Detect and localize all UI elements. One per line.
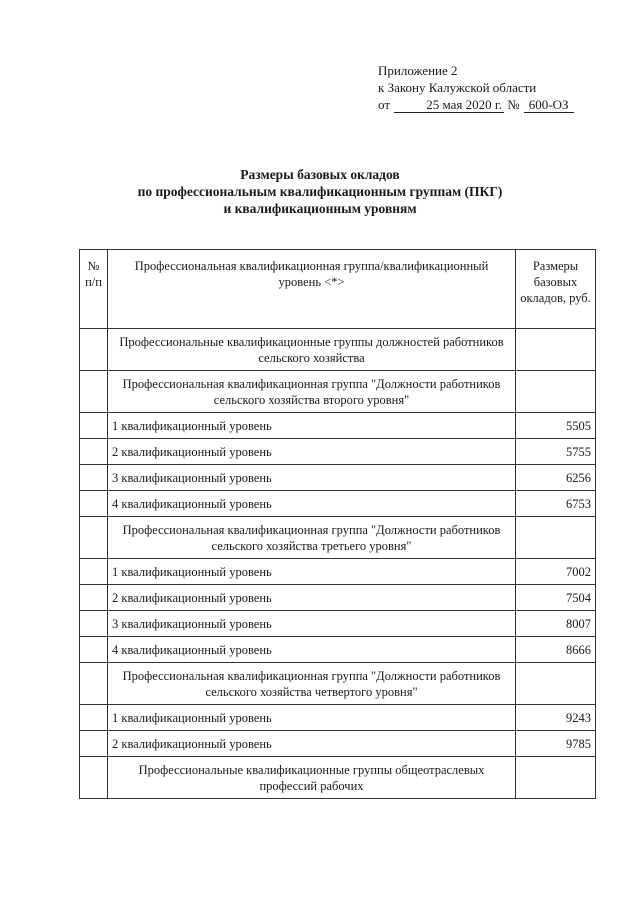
salary-table: [79, 249, 596, 799]
header-salary: Размеры базовых окладов, руб.: [516, 250, 596, 329]
salary-value: 6753: [516, 491, 596, 517]
level-name: 1 квалификационный уровень: [108, 413, 516, 439]
salary-value: 5755: [516, 439, 596, 465]
level-name: 4 квалификационный уровень: [108, 637, 516, 663]
row-number-cell: [80, 491, 108, 517]
table-row-group: [80, 663, 596, 705]
law-date: 25 мая 2020 г.: [394, 98, 504, 113]
level-name: 3 квалификационный уровень: [108, 611, 516, 637]
table-row-level: [80, 491, 596, 517]
table-header-row: [80, 250, 596, 329]
appendix-law: к Закону Калужской области: [378, 80, 537, 95]
table-row-level: [80, 559, 596, 585]
row-number-cell: [80, 705, 108, 731]
from-label: от: [378, 97, 391, 112]
salary-value: [516, 517, 596, 559]
document-title: [0, 166, 640, 217]
title-line-3: и квалификационным уровням: [223, 201, 417, 216]
salary-value: [516, 757, 596, 799]
row-number-cell: [80, 757, 108, 799]
level-name: 2 квалификационный уровень: [108, 585, 516, 611]
group-name: Профессиональная квалификационная группа "Должности работников сельского хозяйства второго уровня": [108, 371, 516, 413]
salary-value: 8666: [516, 637, 596, 663]
row-number-cell: [80, 439, 108, 465]
appendix-block: [378, 62, 574, 113]
table-row-group: [80, 757, 596, 799]
row-number-cell: [80, 465, 108, 491]
salary-value: [516, 329, 596, 371]
row-number-cell: [80, 663, 108, 705]
row-number-cell: [80, 413, 108, 439]
title-line-2: по профессиональным квалификационным группам (ПКГ): [137, 184, 503, 199]
row-number-cell: [80, 517, 108, 559]
level-name: 3 квалификационный уровень: [108, 465, 516, 491]
row-number-cell: [80, 329, 108, 371]
table-row-group: [80, 371, 596, 413]
table-row-level: [80, 611, 596, 637]
table-row-level: [80, 439, 596, 465]
level-name: 2 квалификационный уровень: [108, 439, 516, 465]
salary-value: 6256: [516, 465, 596, 491]
level-name: 1 квалификационный уровень: [108, 705, 516, 731]
level-name: 4 квалификационный уровень: [108, 491, 516, 517]
group-name: Профессиональные квалификационные группы должностей работников сельского хозяйства: [108, 329, 516, 371]
salary-value: 7504: [516, 585, 596, 611]
salary-value: 8007: [516, 611, 596, 637]
table-row-group: [80, 517, 596, 559]
salary-value: 7002: [516, 559, 596, 585]
row-number-cell: [80, 559, 108, 585]
table-row-level: [80, 731, 596, 757]
header-number: № п/п: [80, 250, 108, 329]
appendix-title: Приложение 2: [378, 63, 458, 78]
row-number-cell: [80, 731, 108, 757]
group-name: Профессиональные квалификационные группы общеотраслевых профессий рабочих: [108, 757, 516, 799]
salary-value: 5505: [516, 413, 596, 439]
group-name: Профессиональная квалификационная группа "Должности работников сельского хозяйства третьего уровня": [108, 517, 516, 559]
table-row-group: [80, 329, 596, 371]
table-row-level: [80, 413, 596, 439]
group-name: Профессиональная квалификационная группа "Должности работников сельского хозяйства четвертого уровня": [108, 663, 516, 705]
number-label: №: [507, 97, 520, 112]
level-name: 2 квалификационный уровень: [108, 731, 516, 757]
level-name: 1 квалификационный уровень: [108, 559, 516, 585]
table-row-level: [80, 585, 596, 611]
row-number-cell: [80, 371, 108, 413]
table-row-level: [80, 637, 596, 663]
salary-value: [516, 663, 596, 705]
row-number-cell: [80, 637, 108, 663]
table-row-level: [80, 465, 596, 491]
law-number: 600-ОЗ: [524, 98, 574, 113]
table-row-level: [80, 705, 596, 731]
row-number-cell: [80, 611, 108, 637]
header-group-level: Профессиональная квалификационная группа/квалификационный уровень <*>: [108, 250, 516, 329]
title-line-1: Размеры базовых окладов: [240, 167, 400, 182]
row-number-cell: [80, 585, 108, 611]
salary-value: 9243: [516, 705, 596, 731]
appendix-date-line: [378, 96, 574, 113]
salary-value: [516, 371, 596, 413]
salary-value: 9785: [516, 731, 596, 757]
